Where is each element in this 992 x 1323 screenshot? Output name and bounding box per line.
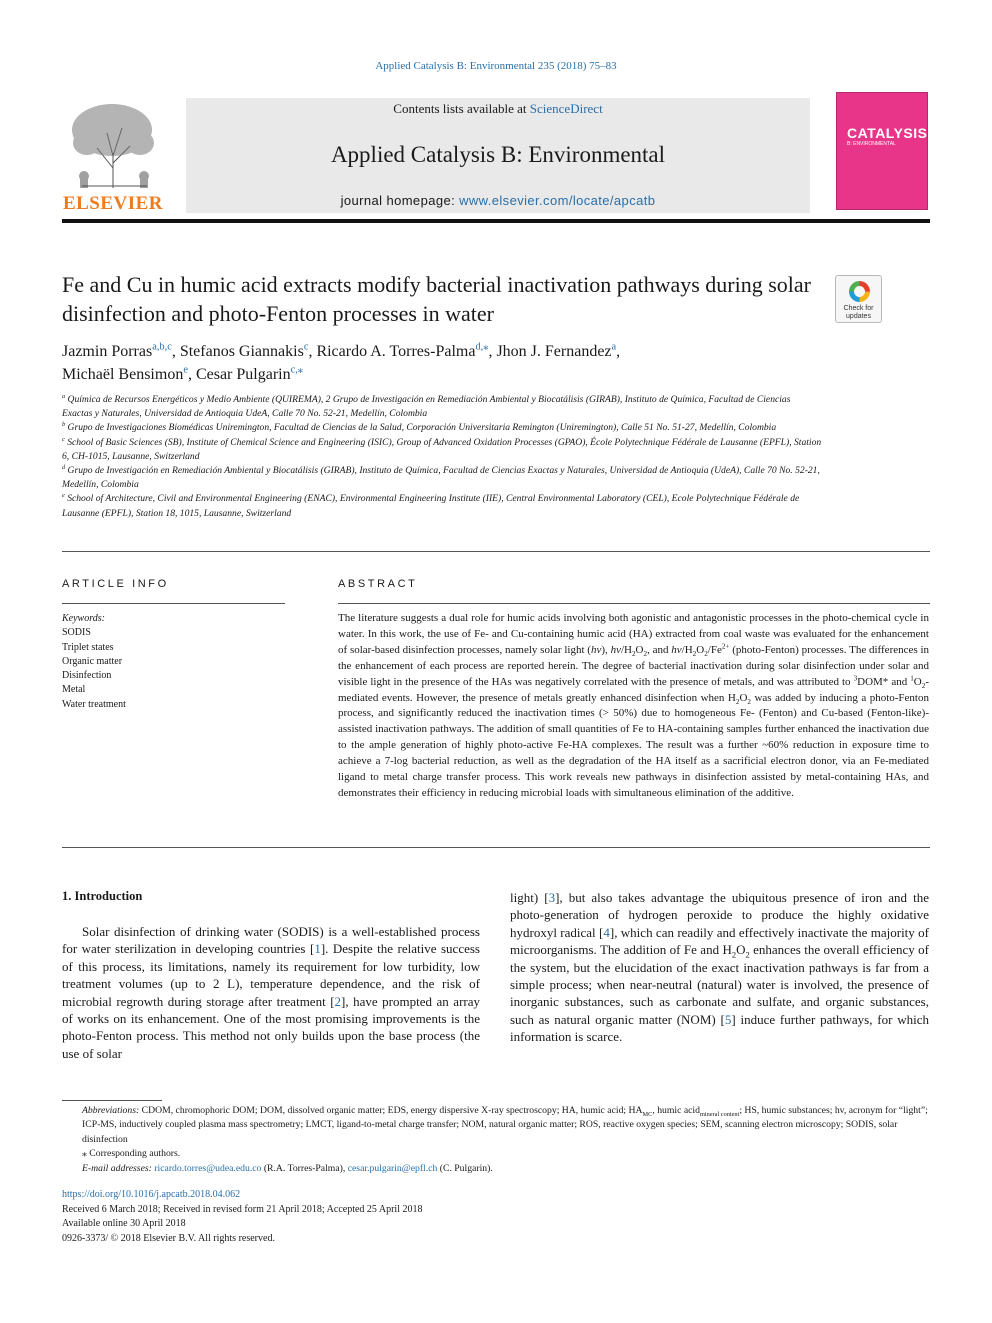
keywords-label: Keywords: — [62, 613, 105, 624]
homepage-prefix: journal homepage: — [340, 193, 460, 208]
check-for-updates-badge[interactable] — [835, 275, 882, 323]
author-separator: , — [488, 343, 497, 360]
received-dates: Received 6 March 2018; Received in revised form 21 April 2018; Accepted 25 April 2018 — [62, 1203, 423, 1215]
author-name[interactable]: Stefanos Giannakis — [179, 343, 304, 360]
article-info-rule — [62, 603, 285, 604]
intro-column-1: Solar disinfection of drinking water (SODIS) is a well-established process for water sterilization in developing countries [1]. Despite the relative success of this process, its limitations, namely its requirement for low turbidity, low treatment volumes (up to 2 L), temperature dependence, and the risk of microbial regrowth during storage after treatment [2], have prompted an array of works on its enhancement. One of the most promising improvements is the photo-Fenton process. This method not only builds upon the base process (the use of solar — [62, 924, 480, 1061]
journal-cover-image[interactable] — [836, 92, 928, 210]
affiliation-item — [62, 421, 822, 435]
cover-title: CATALYSIS — [847, 125, 928, 141]
affiliation-item — [62, 492, 822, 520]
author-affil-sup[interactable]: e — [183, 364, 188, 376]
affiliation-key: c — [62, 435, 65, 443]
affiliation-key: a — [62, 392, 66, 400]
journal-homepage-line — [186, 193, 810, 208]
online-date: Available online 30 April 2018 — [62, 1218, 186, 1229]
email-footnote: E-mail addresses: ricardo.torres@udea.edu.co (R.A. Torres-Palma), cesar.pulgarin@epfl.ch (C. Pulgarin). — [82, 1162, 493, 1174]
doi-link[interactable]: https://doi.org/10.1016/j.apcatb.2018.04.062 — [62, 1189, 241, 1200]
author-affil-sup[interactable]: c,⁎ — [290, 364, 303, 376]
cover-subtitle: B: ENVIRONMENTAL — [847, 141, 896, 147]
author-affil-sup[interactable]: c — [303, 341, 309, 353]
keyword-item: Triplet states — [62, 641, 114, 653]
abstract-rule — [338, 603, 930, 604]
author-name[interactable]: Michaël Bensimon — [62, 366, 184, 383]
journal-citation-link[interactable]: Applied Catalysis B: Environmental 235 (2018) 75–83 — [375, 60, 617, 72]
affiliation-item — [62, 393, 822, 421]
section-divider — [62, 551, 930, 552]
keyword-item: Water treatment — [62, 698, 126, 710]
check-updates-icon — [849, 281, 870, 302]
affiliations — [62, 393, 822, 521]
email-link[interactable]: ricardo.torres@udea.edu.co — [154, 1162, 262, 1174]
affiliation-key: e — [62, 492, 65, 500]
author-affil-sup[interactable]: a,b,c — [152, 341, 172, 353]
author-separator: , — [171, 343, 180, 360]
reference-link[interactable]: 2 — [334, 993, 342, 1009]
affiliation-item — [62, 436, 822, 464]
author-affil-sup[interactable]: a — [611, 341, 617, 353]
intro-column-2: light) [3], but also takes advantage the ubiquitous presence of iron and the photo-generation of hydrogen peroxide to produce the highly oxidative hydroxyl radical [4], which can readily and effectively inactivate the majority of microorganisms. The addition of Fe and $H_2O_2$ enhances the overall efficiency of the system, but the elucidation of the exact inactivation pathways is far from a simple process; when near-neutral (natural) water is involved, the presence of inorganic substances, such as carbonate and sulfate, and organic substances, such as natural organic matter (NOM) [5] induce further pathways, for which information is scarce. — [510, 890, 929, 1045]
author-separator: , — [308, 343, 317, 360]
author-affil-sup[interactable]: d,⁎ — [475, 341, 489, 353]
reference-link[interactable]: 1 — [314, 941, 321, 957]
check-updates-label: Check for updates — [843, 305, 874, 320]
reference-link[interactable]: 3 — [548, 890, 556, 905]
keyword-item: Organic matter — [62, 655, 123, 667]
author-name[interactable]: Jazmin Porras — [62, 343, 153, 360]
author-name[interactable]: Jhon J. Fernandez — [496, 343, 612, 360]
author-separator: , — [616, 343, 621, 360]
abstract-heading: ABSTRACT — [338, 578, 418, 590]
abstract-text: The literature suggests a dual role for humic acids involving both agonistic and antagonistic processes in the photo-chemical cycle in water. In this work, the use of Fe- and Cu-containing humic acid (HA) extracted from coal waste was evaluated for the enhancement of solar-based disinfection processes, namely solar light (hv), $hv/H_2O_2$, and $hv/H_2O_2/Fe^{2+}$ (photo-Fenton) processes. The differences in the enhancement of each process are reported herein. The degree of bacterial inactivation during solar disinfection under solar and visible light in the presence of the HAs was negatively correlated with the presence of metals, and was attributed to $^3$DOM* and $^1O_2$-mediated events. However, the presence of metals greatly enhanced disinfection when $H_2O_2$ was added by inducing a photo-Fenton process, and significantly reduced the inactivation times (> 50%) due to homogeneous Fe- (Fenton) and Cu-based (Fenton-like)-assisted inactivation pathways. The addition of small quantities of Fe to HA-containing samples further enhanced the inactivation due to the ample generation of highly photo-active Fe-HA complexes. The result was a further ~60% reduction in exposure time to achieve a 7-log bacterial reduction, as well as the degradation of the HA itself as a sacrificial electron donor, via an Fe-mediated ligand to metal charge transfer process. This work reveals new pathways in disinfection assisted by metal-containing HAs, and demonstrates their efficiency in reducing microbial loads with simultaneous elimination of the additive. — [338, 612, 929, 799]
affiliation-text: Química de Recursos Energéticos y Medio Ambiente (QUIREMA), 2 Grupo de Investigación en Remediación Ambiental y Biocatálisis (GIRAB), Instituto de Química, Facultad de Ciencias Exactas y Naturales, Universidad de Antioquia UdeA, Calle 70 No. 52-21, Medellín, Colombia — [62, 394, 791, 420]
author-name[interactable]: Ricardo A. Torres-Palma — [316, 343, 476, 360]
introduction-heading: 1. Introduction — [62, 889, 143, 903]
reference-link[interactable]: 4 — [603, 924, 610, 940]
corresponding-footnote: ⁎ Corresponding authors. — [82, 1148, 181, 1160]
contents-prefix: Contents lists available at — [393, 101, 530, 116]
abstract-bottom-rule — [62, 847, 930, 848]
footnotes — [62, 1104, 929, 1176]
copyright-line: 0926-3373/ © 2018 Elsevier B.V. All rights reserved. — [62, 1232, 275, 1244]
author-name[interactable]: Cesar Pulgarin — [195, 366, 291, 383]
article-info-heading: ARTICLE INFO — [62, 578, 169, 590]
affiliation-key: b — [62, 421, 66, 429]
bibliographic-info — [62, 1188, 662, 1246]
affiliation-text: Grupo de Investigaciones Biomédicas Uniremington, Facultad de Ciencias de la Salud, Corporación Universitaria Remington (Uniremington), Calle 51 No. 51-27, Medellín, Colombia — [67, 422, 777, 434]
keyword-item: Metal — [62, 684, 86, 696]
contents-line — [186, 101, 810, 117]
author-list — [62, 340, 922, 386]
email-link[interactable]: cesar.pulgarin@epfl.ch — [347, 1162, 438, 1174]
affiliation-text: Grupo de Investigación en Remediación Ambiental y Biocatálisis (GIRAB), Instituto de Química, Facultad de Ciencias Exactas y Naturales, Universidad de Antioquia (UdeA), Calle 70 No. 52-21, Medellín, Colombia — [62, 465, 820, 491]
sciencedirect-link[interactable]: ScienceDirect — [529, 101, 603, 116]
keyword-item: SODIS — [62, 627, 91, 639]
affiliation-text: School of Architecture, Civil and Environmental Engineering (ENAC), Environmental Engineering Institute (IIE), Central Environmental Laboratory (CEL), Ecole Polytechnique Fédérale de Lausanne (EPFL), Station 18, 1015, Lausanne, Switzerland — [62, 493, 800, 519]
footnote-rule — [62, 1100, 162, 1101]
article-title: Fe and Cu in humic acid extracts modify bacterial inactivation pathways during solar disinfection and photo-Fenton processes in water — [62, 272, 812, 326]
abbreviations-footnote: Abbreviations: CDOM, chromophoric DOM; DOM, dissolved organic matter; EDS, energy dispersive X-ray spectroscopy; HA, humic acid; $HA_{MC}$, humic acid$_{mineral content}$; HS, humic substances; hv, acronym for “light”; ICP-MS, inductively coupled plasma mass spectrometry; LMCT, ligand-to-metal charge transfer; NOM, natural organic matter; ROS, reactive oxygen species; SEM, scanning electron microscopy; SODIS, solar disinfection — [82, 1105, 928, 1145]
author-separator: , — [187, 366, 196, 383]
keyword-item: Disinfection — [62, 670, 112, 682]
elsevier-logo-text: ELSEVIER — [62, 193, 164, 214]
journal-title: Applied Catalysis B: Environmental — [330, 142, 666, 167]
affiliation-text: School of Basic Sciences (SB), Institute of Chemical Science and Engineering (ISIC), Group of Advanced Oxidation Processes (GPAO), École Polytechnique Fédérale de Lausanne (EPFL), Station 6, CH-1015, Lausanne, Switzerland — [62, 436, 822, 462]
keywords-list — [62, 612, 284, 712]
affiliation-item — [62, 464, 822, 492]
reference-link[interactable]: 5 — [724, 1011, 732, 1027]
affiliation-key: d — [62, 463, 66, 471]
journal-homepage-link[interactable]: www.elsevier.com/locate/apcatb — [459, 193, 656, 208]
header-rule — [62, 219, 930, 223]
